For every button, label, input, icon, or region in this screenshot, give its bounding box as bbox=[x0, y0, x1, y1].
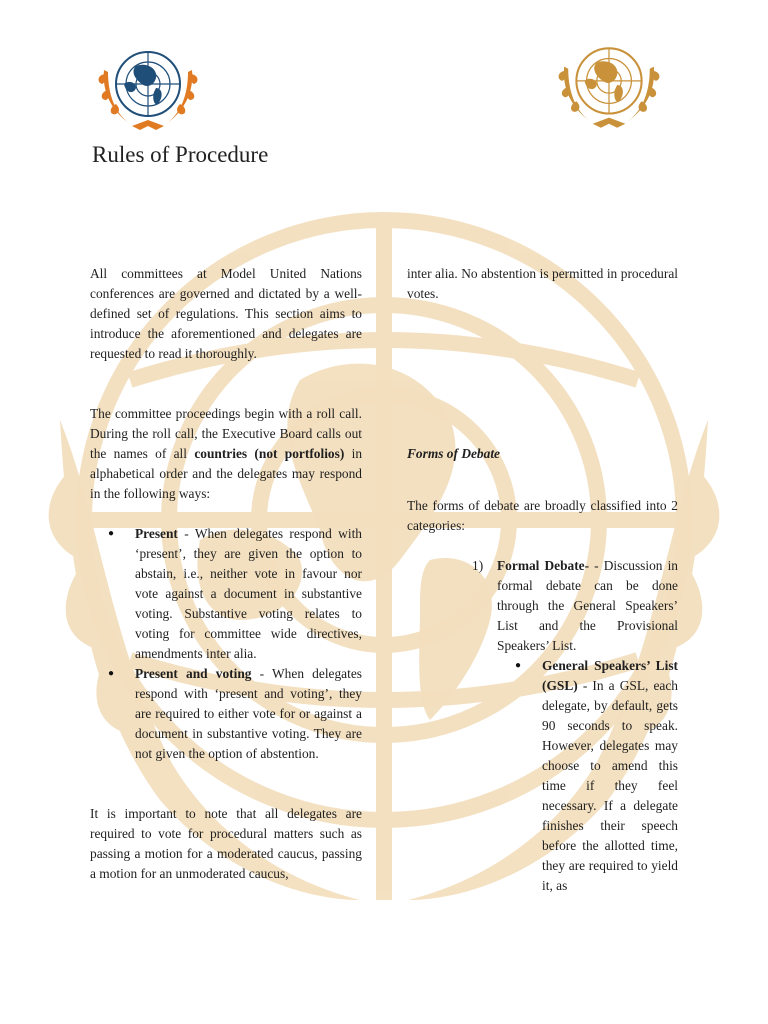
un-emblem-logo-left bbox=[96, 40, 200, 136]
bullet-term: General Speakers’ List (GSL) bbox=[542, 658, 678, 693]
list-item: 1) Formal Debate- - Discussion in formal debate can be done through the General Speakers’ List and the Provisional Speakers’ List. ● General Speakers’ List (GSL) - In a GSL, each delegate, by default, gets 90 seconds to speak. However, delegates may choose to amend this time if they feel necessary. If a delegate finishes their speech before the allotted time, they are required to yield it, as bbox=[497, 556, 678, 896]
list-item: ● Present - When delegates respond with ‘present’, they are given the option to abstain, i.e., neither vote in favour nor vote against a document in substantive voting. Substantive voting relates to voting for committee wide directives, amendments inter alia. bbox=[135, 524, 362, 664]
bullet-term: Present and voting bbox=[135, 666, 252, 681]
forms-of-debate-list bbox=[472, 556, 678, 896]
list-number: 1) bbox=[472, 558, 484, 573]
intro-paragraph: All committees at Model United Nations conferences are governed and dictated by a well-defined set of regulations. This section aims to introduce the aforementioned and delegates are requested to read it thoroughly. bbox=[90, 266, 362, 361]
voting-note-paragraph: It is important to note that all delegates are required to vote for procedural matters such as passing a motion for a moderated caucus, passing a motion for an unmoderated caucus, bbox=[90, 806, 362, 881]
list-item: ● General Speakers’ List (GSL) - In a GSL, each delegate, by default, gets 90 seconds to speak. However, delegates may choose to amend this time if they feel necessary. If a delegate finishes their speech before the allotted time, they are required to yield it, as bbox=[542, 656, 678, 896]
bullet-term: Present bbox=[135, 526, 178, 541]
left-column bbox=[90, 264, 362, 884]
response-options-list bbox=[135, 524, 362, 764]
continuation-paragraph: inter alia. No abstention is permitted in procedural votes. bbox=[407, 266, 678, 301]
section-heading: Forms of Debate bbox=[407, 446, 500, 461]
list-item: ● Present and voting - When delegates respond with ‘present and voting’, they are required to either vote for or against a document in substantive voting. They are not given the option of abstention. bbox=[135, 664, 362, 764]
roll-call-bold: countries (not portfolios) bbox=[194, 446, 345, 461]
page-title: Rules of Procedure bbox=[92, 142, 269, 167]
speakers-list-sublist bbox=[542, 656, 678, 896]
right-column bbox=[407, 264, 678, 896]
un-emblem-logo-right bbox=[556, 36, 662, 134]
numbered-term: Formal Debate- bbox=[497, 558, 590, 573]
roll-call-paragraph: The committee proceedings begin with a roll call. During the roll call, the Executive Board calls out the names of all countries (not portfolios) in alphabetical order and the delegates may respond in the following ways: bbox=[90, 406, 363, 501]
forms-intro-paragraph: The forms of debate are broadly classified into 2 categories: bbox=[407, 498, 678, 533]
